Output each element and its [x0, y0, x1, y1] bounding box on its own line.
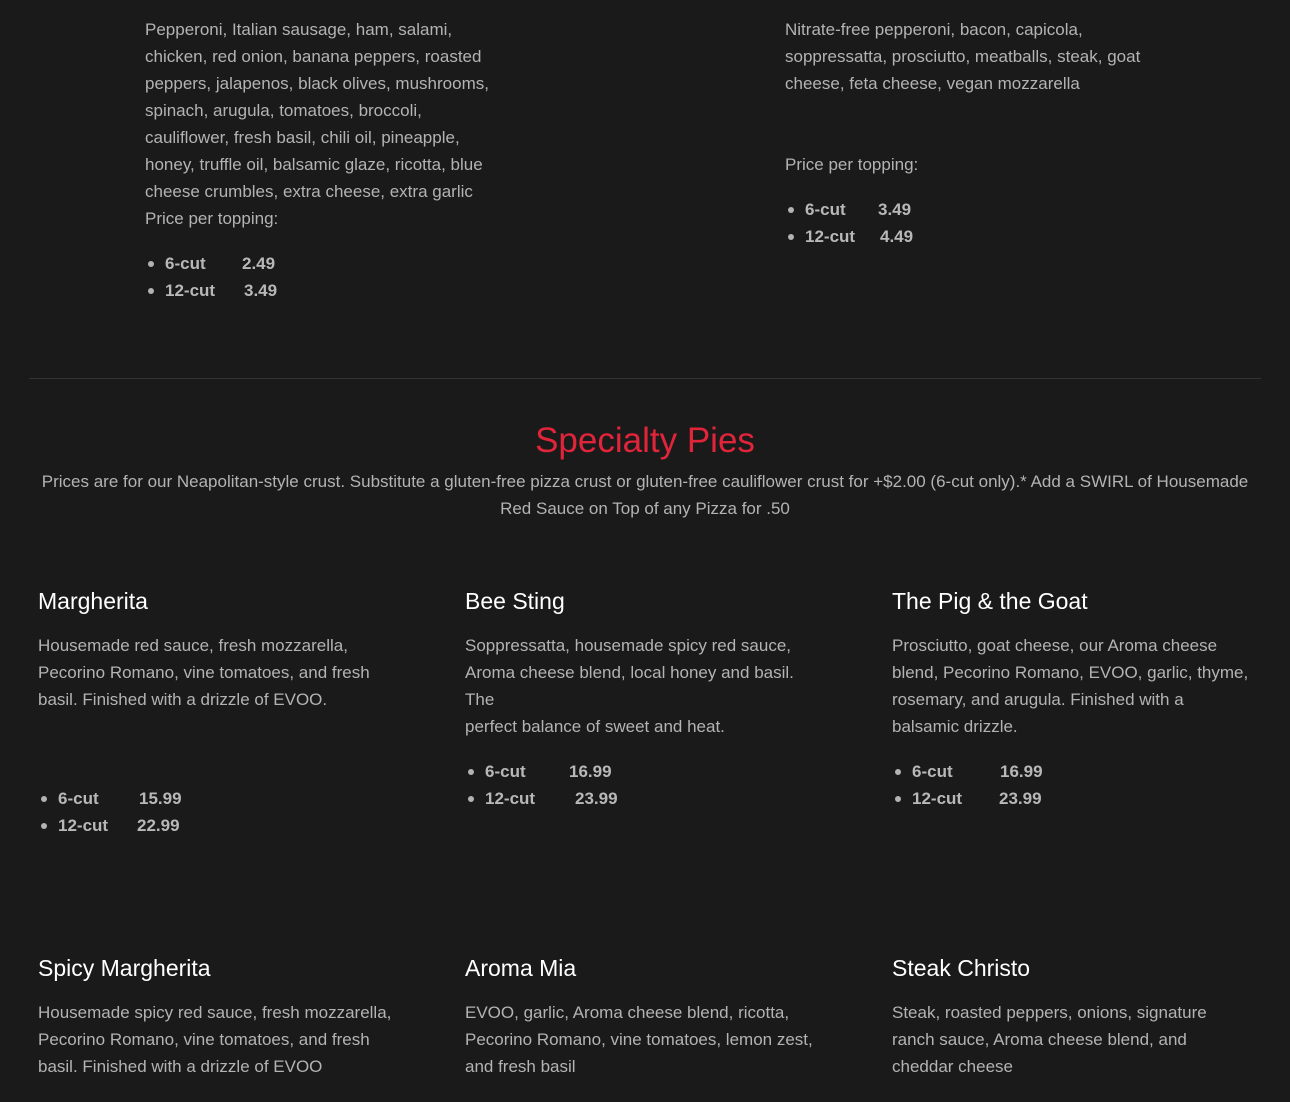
pie-price-list — [892, 758, 1262, 812]
cut-size: 6-cut — [485, 762, 526, 781]
price-amount: 3.49 — [244, 281, 278, 300]
cut-size: 6-cut — [165, 254, 206, 273]
pie-description: Housemade red sauce, fresh mozzarella, Pecorino Romano, vine tomatoes, and fresh basil. Finished with a drizzle of EVOO. — [38, 636, 370, 709]
price-amount: 16.99 — [1000, 762, 1043, 781]
pie-name: Bee Sting — [465, 588, 565, 614]
standard-toppings — [145, 16, 515, 304]
specialty-pies-note: Prices are for our Neapolitan-style crust. Substitute a gluten-free pizza crust or gluten-free cauliflower crust for +$2.00 (6-cut only).* Add a SWIRL of Housemade Red Sauce on Top of any Pizza for .50 — [41, 472, 1249, 518]
cut-size: 6-cut — [58, 789, 99, 808]
pie-name: Spicy Margherita — [38, 955, 211, 981]
pie-name: Margherita — [38, 588, 148, 614]
price-amount: 3.49 — [878, 200, 912, 219]
price-item — [165, 250, 515, 277]
pie-card-margherita — [38, 586, 398, 839]
price-amount: 16.99 — [569, 762, 612, 781]
pie-description: Soppressatta, housemade spicy red sauce, Aroma cheese blend, local honey and basil. The perfect balance of sweet and heat. — [465, 636, 794, 736]
cut-size: 12-cut — [165, 281, 216, 300]
pie-description: Prosciutto, goat cheese, our Aroma cheese blend, Pecorino Romano, EVOO, garlic, thyme, rosemary, and arugula. Finished with a balsamic drizzle. — [892, 636, 1249, 736]
price-item — [912, 758, 1262, 785]
pie-name: The Pig & the Goat — [892, 588, 1088, 614]
pie-price-list — [465, 758, 825, 812]
standard-price-label: Price per topping: — [145, 209, 279, 228]
pie-price-list — [38, 785, 398, 839]
cut-size: 6-cut — [912, 762, 953, 781]
specialty-pies-heading: Specialty Pies — [535, 421, 755, 460]
price-item — [485, 758, 825, 785]
pie-name: Aroma Mia — [465, 955, 577, 981]
premium-toppings-list: Nitrate-free pepperoni, bacon, capicola, soppressatta, prosciutto, meatballs, steak, goat cheese, feta cheese, vegan mozzarella — [785, 20, 1141, 93]
premium-price-list — [785, 196, 1155, 250]
cut-size: 12-cut — [805, 227, 856, 246]
standard-price-list — [145, 250, 515, 304]
price-amount: 15.99 — [139, 789, 182, 808]
cut-size: 6-cut — [805, 200, 846, 219]
pie-name: Steak Christo — [892, 955, 1031, 981]
cut-size: 12-cut — [58, 816, 109, 835]
pie-card-steak-christo — [892, 953, 1252, 1080]
price-amount: 4.49 — [880, 227, 914, 246]
standard-toppings-list: Pepperoni, Italian sausage, ham, salami, chicken, red onion, banana peppers, roasted peppers, jalapenos, black olives, mushrooms, spinach, arugula, tomatoes, broccoli, cauliflower, fresh basil, chili oil, pineapple, honey, truffle oil, balsamic glaze, ricotta, blue cheese crumbles, extra cheese, extra garlic — [145, 20, 489, 201]
pie-card-bee-sting — [465, 586, 825, 812]
price-item — [485, 785, 825, 812]
pie-card-aroma-mia — [465, 953, 825, 1080]
price-item — [805, 196, 1155, 223]
section-divider — [29, 378, 1261, 379]
price-item — [165, 277, 515, 304]
price-item — [58, 785, 398, 812]
cut-size: 12-cut — [485, 789, 536, 808]
price-amount: 23.99 — [999, 789, 1042, 808]
price-item — [912, 785, 1262, 812]
pie-card-spicy-margherita — [38, 953, 398, 1080]
pie-description: EVOO, garlic, Aroma cheese blend, ricotta, Pecorino Romano, vine tomatoes, lemon zest, and fresh basil — [465, 1003, 813, 1076]
price-amount: 23.99 — [575, 789, 618, 808]
price-item — [58, 812, 398, 839]
price-item — [805, 223, 1155, 250]
cut-size: 12-cut — [912, 789, 963, 808]
pie-description: Housemade spicy red sauce, fresh mozzarella, Pecorino Romano, vine tomatoes, and fresh basil. Finished with a drizzle of EVOO — [38, 1003, 392, 1076]
price-amount: 2.49 — [242, 254, 276, 273]
price-amount: 22.99 — [137, 816, 180, 835]
premium-toppings — [785, 16, 1155, 250]
premium-price-label: Price per topping: — [785, 155, 919, 174]
pie-description: Steak, roasted peppers, onions, signature ranch sauce, Aroma cheese blend, and cheddar cheese — [892, 1003, 1207, 1076]
pie-card-pig-and-goat — [892, 586, 1262, 812]
